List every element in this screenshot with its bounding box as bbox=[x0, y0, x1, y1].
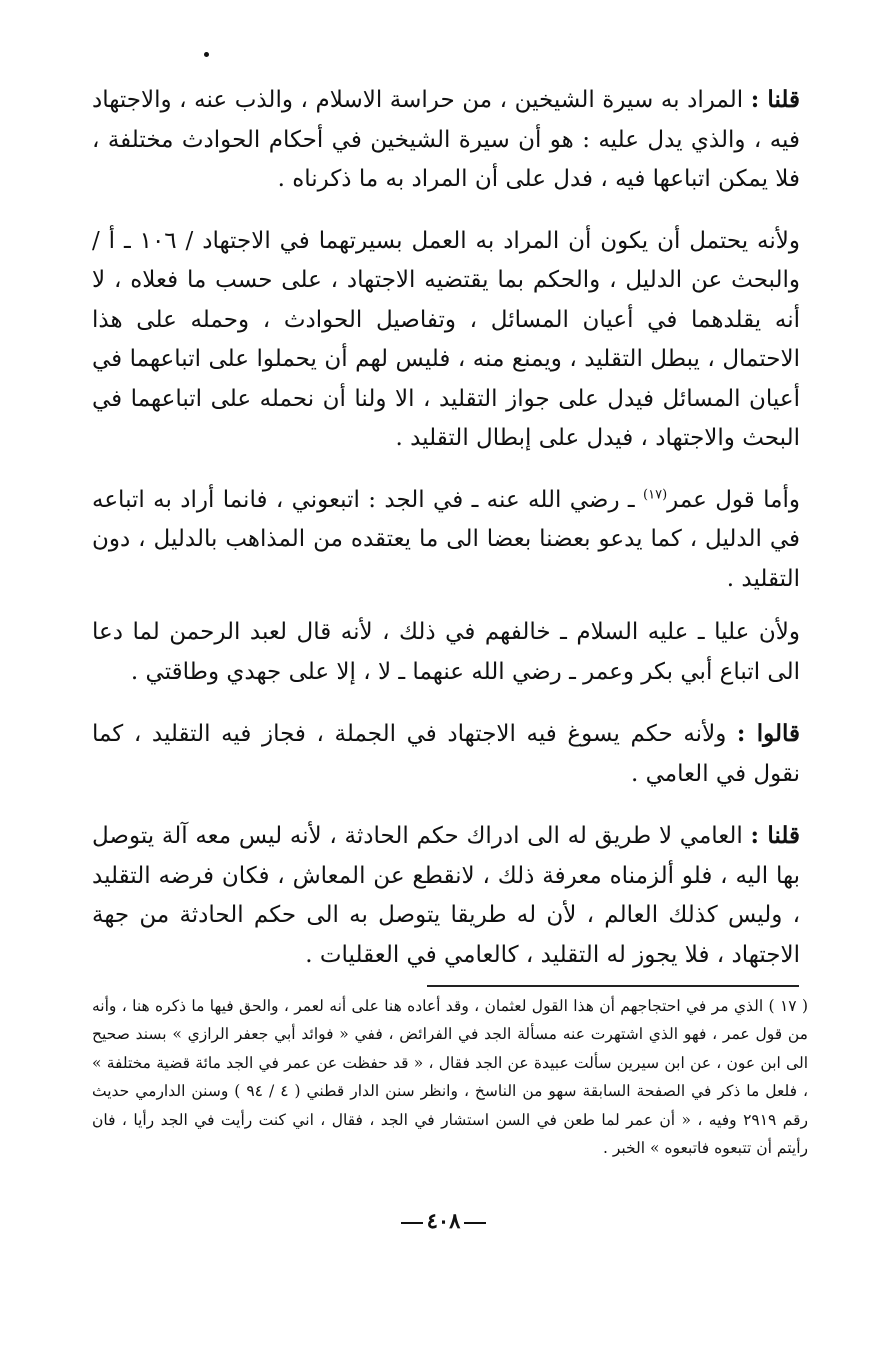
paragraph-lead: قلنا : bbox=[750, 822, 800, 849]
paragraph-text: ولأنه يحتمل أن يكون أن المراد به العمل بسيرتهما في الاجتهاد / ١٠٦ ـ أ / والبحث عن الدليل ، والحكم بما يقتضيه الاجتهاد ، على حسب ما فعلاه ، لا أنه يقلدهما في أعيان المسائل ، وتفاصيل الحوادث ، وحمله على هذا الاحتمال ، يبطل التقليد ، ويمنع منه ، فليس لهم أن يحملوا على اتباعهما في أعيان المسائل فيدل على جواز التقليد ، الا ولنا أن نحمله على اتباعهما في البحث والاجتهاد ، فيدل على إبطال التقليد . bbox=[92, 227, 801, 451]
footnote-separator bbox=[427, 985, 799, 987]
paragraph-lead: قالوا : bbox=[736, 720, 800, 747]
paragraph-1 bbox=[92, 80, 800, 200]
page-number bbox=[0, 1208, 887, 1233]
paragraph-text-prefix: وأما قول عمر bbox=[667, 486, 800, 513]
paragraph-5 bbox=[92, 714, 800, 794]
footnote-reference: (١٧) bbox=[643, 486, 668, 502]
paragraph-3 bbox=[92, 481, 800, 600]
main-text bbox=[92, 80, 800, 975]
paragraph-text: العامي لا طريق له الى ادراك حكم الحادثة ، لأنه ليس معه آلة يتوصل بها اليه ، فلو ألزمناه معرفة ذلك ، لانقطع عن المعاش ، فكان فرضه التقليد ، وليس كذلك العالم ، لأن له طريقا يتوصل به الى حكم الحادثة من جهة الاجتهاد ، فلا يجوز له التقليد ، كالعامي في العقليات . bbox=[92, 823, 800, 968]
paragraph-text: ولأن عليا ـ عليه السلام ـ خالفهم في ذلك ، لأنه قال لعبد الرحمن لما دعا الى اتباع أبي بكر وعمر ـ رضي الله عنهما ـ لا ، إلا على جهدي وطاقتي . bbox=[92, 619, 800, 685]
ink-dot bbox=[204, 52, 209, 57]
page-number-dash bbox=[401, 1222, 423, 1224]
paragraph-text: المراد به سيرة الشيخين ، من حراسة الاسلام ، والذب عنه ، والاجتهاد فيه ، والذي يدل عليه : هو أن سيرة الشيخين في أحكام الحوادث مختلفة ، فلا يمكن اتباعها فيه ، فدل على أن المراد به ما ذكرناه . bbox=[92, 87, 800, 192]
paragraph-2 bbox=[92, 222, 800, 459]
paragraph-text: ولأنه حكم يسوغ فيه الاجتهاد في الجملة ، فجاز فيه التقليد ، كما نقول في العامي . bbox=[92, 721, 800, 787]
footnote: ( ١٧ ) الذي مر في احتجاجهم أن هذا القول لعثمان ، وقد أعاده هنا على أنه لعمر ، والحق فيها ما ذكره هنا ، وأنه من قول عمر ، فهو الذي اشتهرت عنه مسألة الجد في الفرائض ، ففي « فوائد أبي جعفر الرازي » بسند صحيح الى ابن عون ، عن ابن سيرين سألت عبيدة عن الجد فقال ، « قد حفظت عن عمر في الجد مائة قضية مختلفة » ، فلعل ما ذكر في الصفحة السابقة سهو من الناسخ ، وانظر سنن الدار قطني ( ٤ / ٩٤ ) وسنن الدارمي حديث رقم ٢٩١٩ وفيه ، « أن عمر لما طعن في السن استشار في الجد ، فقال ، اني كنت رأيت في الجد رأيا ، فان رأيتم أن تتبعوه فاتبعوه » الخبر . bbox=[92, 997, 808, 1158]
paragraph-text: ـ رضي الله عنه ـ في الجد : اتبعوني ، فانما أراد به اتباعه في الدليل ، كما يدعو بعضنا بعضا الى ما يعتقده من المذاهب بالدليل ، دون التقليد . bbox=[92, 486, 800, 592]
paragraph-lead: قلنا : bbox=[750, 86, 800, 113]
page-number-value: ٤٠٨ bbox=[426, 1208, 461, 1233]
paragraph-4 bbox=[92, 613, 800, 692]
page-number-dash bbox=[464, 1222, 486, 1224]
paragraph-6 bbox=[92, 816, 800, 975]
